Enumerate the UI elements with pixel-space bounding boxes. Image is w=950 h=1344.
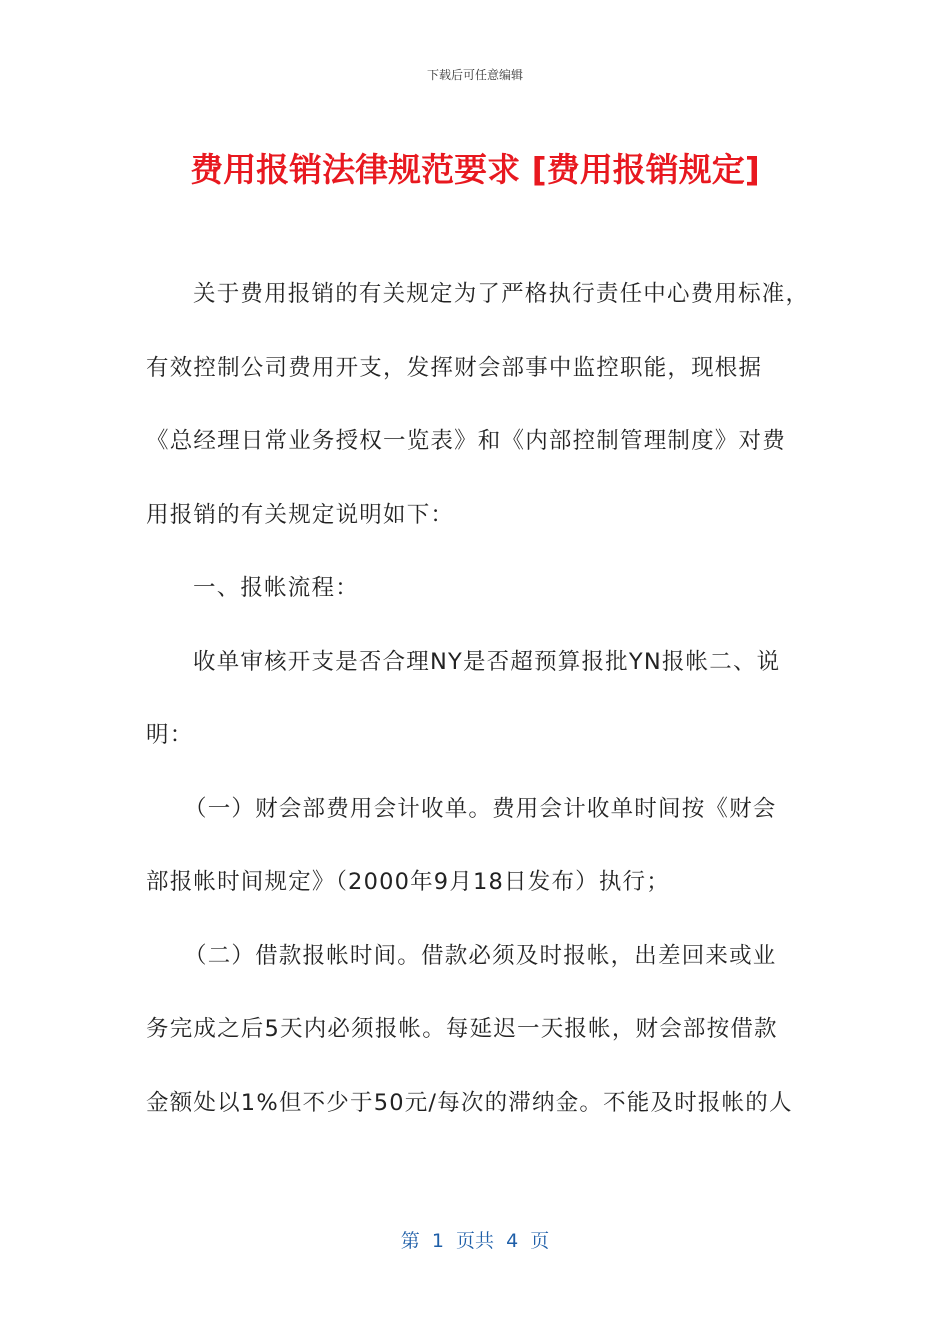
body-line: （二）借款报帐时间。借款必须及时报帐，出差回来或业	[184, 942, 777, 969]
body-line: 金额处以1%但不少于50元/每次的滞纳金。不能及时报帐的人	[146, 1089, 793, 1116]
section-heading: 一、报帐流程：	[193, 575, 359, 601]
body-line: （一）财会部费用会计收单。费用会计收单时间按《财会	[184, 795, 777, 822]
body-line: 《总经理日常业务授权一览表》和《内部控制管理制度》对费	[146, 428, 786, 454]
document-body	[146, 258, 810, 1140]
document-title: 费用报销法律规范要求 [费用报销规定]	[190, 150, 760, 189]
body-line: 明：	[146, 722, 194, 748]
body-line: 关于费用报销的有关规定为了严格执行责任中心费用标准，	[193, 281, 810, 307]
page-header-note: 下载后可任意编辑	[426, 68, 523, 82]
body-line: 有效控制公司费用开支，发挥财会部事中监控职能，现根据	[146, 354, 763, 381]
page-number-footer: 第 1 页共 4 页	[400, 1230, 550, 1252]
body-line: 收单审核开支是否合理NY是否超预算报批YN报帐二、说	[193, 648, 781, 675]
body-line: 用报销的有关规定说明如下：	[146, 501, 455, 528]
body-line: 部报帐时间规定》（2000年9月18日发布）执行；	[146, 869, 670, 895]
body-line: 务完成之后5天内必须报帐。每延迟一天报帐，财会部按借款	[146, 1016, 778, 1042]
